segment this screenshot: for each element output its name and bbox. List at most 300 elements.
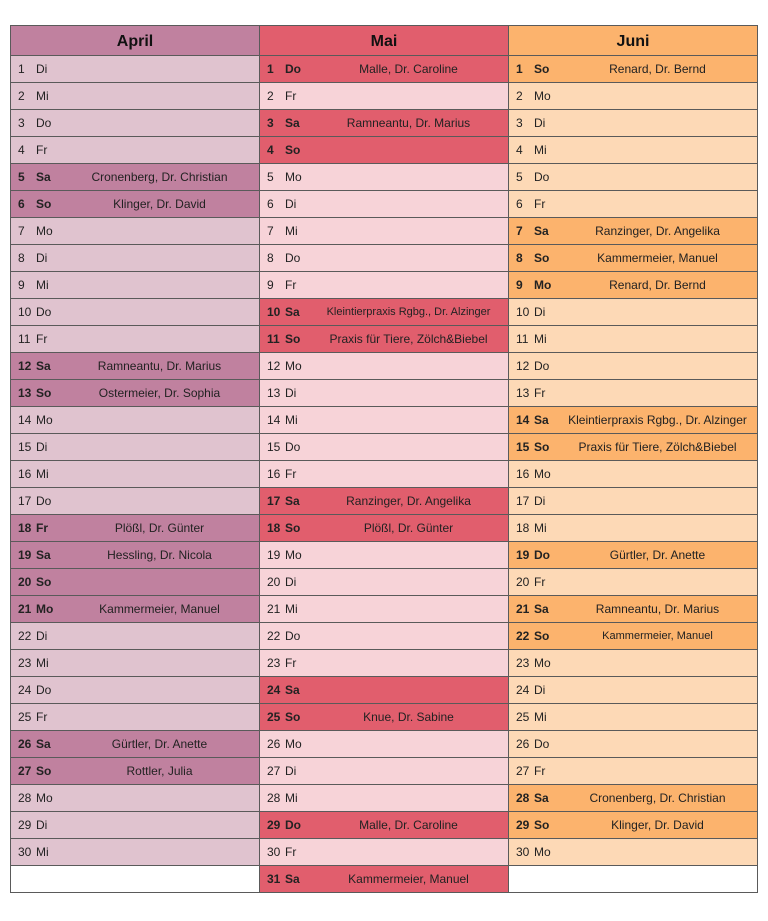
duty-calendar xyxy=(10,25,758,893)
day-number: 30 xyxy=(267,845,281,859)
day-number: 17 xyxy=(18,494,32,508)
day-number: 15 xyxy=(267,440,281,454)
weekday: Mi xyxy=(285,602,298,616)
weekday: Do xyxy=(285,818,301,832)
day-number: 30 xyxy=(18,845,32,859)
day-number: 7 xyxy=(516,224,523,238)
day-row xyxy=(11,407,259,434)
weekday: Sa xyxy=(534,413,549,427)
day-row xyxy=(509,272,757,299)
day-number: 22 xyxy=(516,629,530,643)
day-number: 3 xyxy=(18,116,25,130)
weekday: So xyxy=(36,764,52,778)
weekday: Fr xyxy=(285,845,297,859)
duty-name: Gürtler, Dr. Anette xyxy=(111,737,208,751)
day-row xyxy=(11,110,259,137)
weekday: Do xyxy=(36,116,52,130)
weekday: Mo xyxy=(285,737,302,751)
weekday: Fr xyxy=(534,575,546,589)
day-number: 28 xyxy=(516,791,530,805)
weekday: Do xyxy=(534,548,550,562)
day-row xyxy=(260,56,508,83)
weekday: Mo xyxy=(534,89,551,103)
day-number: 7 xyxy=(18,224,25,238)
day-number: 8 xyxy=(18,251,25,265)
day-number: 14 xyxy=(267,413,281,427)
weekday: Fr xyxy=(534,197,546,211)
day-number: 21 xyxy=(516,602,530,616)
weekday: Sa xyxy=(36,737,51,751)
duty-name: Cronenberg, Dr. Christian xyxy=(589,791,726,805)
day-number: 12 xyxy=(18,359,32,373)
day-number: 23 xyxy=(516,656,530,670)
day-row xyxy=(509,137,757,164)
weekday: Fr xyxy=(36,332,48,346)
weekday: Fr xyxy=(285,89,297,103)
day-number: 27 xyxy=(516,764,530,778)
day-row xyxy=(11,542,259,569)
weekday: Mo xyxy=(534,845,551,859)
weekday: Mi xyxy=(534,521,547,535)
day-row xyxy=(260,245,508,272)
weekday: Mi xyxy=(285,791,298,805)
day-number: 18 xyxy=(516,521,530,535)
day-number: 11 xyxy=(516,332,529,346)
weekday: Di xyxy=(36,818,48,832)
weekday: So xyxy=(36,386,52,400)
weekday: Di xyxy=(534,683,546,697)
day-row xyxy=(509,515,757,542)
day-number: 25 xyxy=(18,710,32,724)
day-number: 2 xyxy=(516,89,523,103)
day-row xyxy=(11,704,259,731)
day-number: 3 xyxy=(267,116,274,130)
duty-name: Cronenberg, Dr. Christian xyxy=(91,170,228,184)
weekday: Mo xyxy=(534,467,551,481)
day-row xyxy=(11,488,259,515)
day-row xyxy=(260,704,508,731)
day-number: 5 xyxy=(516,170,523,184)
day-row xyxy=(260,137,508,164)
day-row xyxy=(11,650,259,677)
day-row xyxy=(509,299,757,326)
day-row xyxy=(509,731,757,758)
day-number: 14 xyxy=(516,413,530,427)
duty-name: Ranzinger, Dr. Angelika xyxy=(346,494,471,508)
day-row xyxy=(260,785,508,812)
duty-name: Kleintierpraxis Rgbg., Dr. Alzinger xyxy=(326,306,491,318)
day-number: 25 xyxy=(267,710,281,724)
day-row xyxy=(260,677,508,704)
day-row xyxy=(509,191,757,218)
weekday: So xyxy=(285,710,301,724)
weekday: Fr xyxy=(36,521,48,535)
day-row xyxy=(260,434,508,461)
day-row xyxy=(260,569,508,596)
weekday: Mi xyxy=(36,467,49,481)
weekday: Sa xyxy=(285,116,300,130)
duty-name: Plößl, Dr. Günter xyxy=(363,521,454,535)
month-header: April xyxy=(11,25,259,56)
day-number: 5 xyxy=(267,170,274,184)
weekday: Di xyxy=(534,494,546,508)
day-number: 2 xyxy=(267,89,274,103)
weekday: Mo xyxy=(36,791,53,805)
weekday: So xyxy=(285,332,301,346)
weekday: Mi xyxy=(285,413,298,427)
day-number: 4 xyxy=(516,143,523,157)
day-row xyxy=(509,56,757,83)
weekday: So xyxy=(36,197,52,211)
day-row xyxy=(260,272,508,299)
month-column-juni xyxy=(509,25,758,893)
day-number: 21 xyxy=(18,602,32,616)
day-row xyxy=(11,164,259,191)
day-row xyxy=(260,326,508,353)
weekday: Fr xyxy=(285,467,297,481)
day-row xyxy=(509,326,757,353)
day-row xyxy=(260,812,508,839)
day-row xyxy=(509,461,757,488)
day-number: 25 xyxy=(516,710,530,724)
weekday: Mi xyxy=(36,89,49,103)
day-row xyxy=(509,218,757,245)
day-row xyxy=(509,407,757,434)
day-number: 29 xyxy=(18,818,32,832)
day-number: 4 xyxy=(18,143,25,157)
day-row xyxy=(260,758,508,785)
day-row xyxy=(509,542,757,569)
day-number: 12 xyxy=(267,359,281,373)
month-header: Mai xyxy=(260,25,508,56)
weekday: Mi xyxy=(36,278,49,292)
weekday: Do xyxy=(285,629,301,643)
day-number: 29 xyxy=(516,818,530,832)
month-column-april xyxy=(11,25,260,893)
weekday: Do xyxy=(36,683,52,697)
day-number: 17 xyxy=(516,494,530,508)
duty-name: Renard, Dr. Bernd xyxy=(609,278,706,292)
day-row xyxy=(11,569,259,596)
weekday: So xyxy=(534,818,550,832)
weekday: Sa xyxy=(534,791,549,805)
day-number: 6 xyxy=(516,197,523,211)
weekday: Do xyxy=(285,440,301,454)
day-number: 26 xyxy=(267,737,281,751)
day-number: 9 xyxy=(18,278,25,292)
day-row xyxy=(260,164,508,191)
weekday: So xyxy=(36,575,52,589)
day-number: 19 xyxy=(18,548,32,562)
day-number: 1 xyxy=(516,62,523,76)
day-row xyxy=(260,299,508,326)
day-number: 8 xyxy=(516,251,523,265)
weekday: Sa xyxy=(285,872,300,886)
day-row xyxy=(509,83,757,110)
day-row xyxy=(11,299,259,326)
duty-name: Klinger, Dr. David xyxy=(611,818,704,832)
weekday: Mo xyxy=(36,413,53,427)
duty-name: Kleintierpraxis Rgbg., Dr. Alzinger xyxy=(568,413,747,427)
day-row xyxy=(260,731,508,758)
day-row xyxy=(509,245,757,272)
duty-name: Ramneantu, Dr. Marius xyxy=(346,116,471,130)
day-row xyxy=(260,515,508,542)
day-row xyxy=(11,218,259,245)
day-number: 16 xyxy=(267,467,281,481)
day-number: 22 xyxy=(18,629,32,643)
day-row xyxy=(11,677,259,704)
day-number: 20 xyxy=(516,575,530,589)
day-number: 20 xyxy=(18,575,32,589)
day-row xyxy=(260,623,508,650)
day-row xyxy=(11,461,259,488)
day-number: 29 xyxy=(267,818,281,832)
day-row xyxy=(509,758,757,785)
weekday: Di xyxy=(285,764,297,778)
day-row xyxy=(11,380,259,407)
duty-name: Klinger, Dr. David xyxy=(113,197,206,211)
day-number: 6 xyxy=(267,197,274,211)
weekday: Do xyxy=(534,359,550,373)
duty-name: Ramneantu, Dr. Marius xyxy=(595,602,720,616)
month-column-mai xyxy=(260,25,509,893)
day-number: 1 xyxy=(18,62,25,76)
weekday: Mo xyxy=(534,278,552,292)
day-row xyxy=(509,596,757,623)
day-row xyxy=(11,758,259,785)
weekday: Do xyxy=(534,737,550,751)
weekday: Do xyxy=(285,251,301,265)
day-number: 20 xyxy=(267,575,281,589)
day-row xyxy=(509,569,757,596)
day-number: 15 xyxy=(516,440,530,454)
weekday: Fr xyxy=(285,278,297,292)
day-number: 7 xyxy=(267,224,274,238)
day-row xyxy=(509,704,757,731)
weekday: Do xyxy=(36,305,52,319)
day-row xyxy=(509,623,757,650)
day-number: 24 xyxy=(516,683,530,697)
day-row xyxy=(11,83,259,110)
day-row xyxy=(509,488,757,515)
weekday: Di xyxy=(36,440,48,454)
weekday: So xyxy=(534,440,550,454)
duty-name: Praxis für Tiere, Zölch&Biebel xyxy=(329,332,488,346)
day-number: 10 xyxy=(267,305,281,319)
weekday: Sa xyxy=(36,548,51,562)
day-row xyxy=(260,461,508,488)
day-row xyxy=(260,380,508,407)
weekday: Di xyxy=(285,575,297,589)
duty-name: Ostermeier, Dr. Sophia xyxy=(98,386,221,400)
day-number: 6 xyxy=(18,197,25,211)
day-row xyxy=(260,542,508,569)
day-row xyxy=(260,191,508,218)
weekday: Mi xyxy=(285,224,298,238)
weekday: Mi xyxy=(36,656,49,670)
weekday: Sa xyxy=(285,494,300,508)
weekday: Di xyxy=(36,251,48,265)
day-row xyxy=(11,245,259,272)
day-row xyxy=(11,353,259,380)
weekday: Fr xyxy=(534,764,546,778)
day-number: 27 xyxy=(18,764,32,778)
day-number: 18 xyxy=(267,521,281,535)
weekday: Do xyxy=(534,170,550,184)
day-row xyxy=(509,434,757,461)
day-number: 21 xyxy=(267,602,281,616)
day-number: 23 xyxy=(267,656,281,670)
day-number: 13 xyxy=(267,386,281,400)
day-row xyxy=(509,839,757,866)
day-row xyxy=(509,380,757,407)
day-row xyxy=(509,353,757,380)
day-row xyxy=(11,839,259,866)
day-number: 10 xyxy=(18,305,32,319)
weekday: Di xyxy=(534,116,546,130)
duty-name: Ramneantu, Dr. Marius xyxy=(97,359,222,373)
day-row xyxy=(11,272,259,299)
day-row xyxy=(509,110,757,137)
day-row xyxy=(509,785,757,812)
weekday: So xyxy=(534,629,550,643)
day-number: 19 xyxy=(516,548,530,562)
day-number: 18 xyxy=(18,521,32,535)
day-row xyxy=(11,434,259,461)
day-number: 14 xyxy=(18,413,32,427)
duty-name: Hessling, Dr. Nicola xyxy=(107,548,212,562)
day-number: 16 xyxy=(516,467,530,481)
day-number: 19 xyxy=(267,548,281,562)
day-row xyxy=(260,83,508,110)
weekday: Sa xyxy=(36,170,51,184)
day-number: 12 xyxy=(516,359,530,373)
weekday: Sa xyxy=(36,359,51,373)
day-number: 1 xyxy=(267,62,274,76)
weekday: Mo xyxy=(285,548,302,562)
day-number: 31 xyxy=(267,872,281,886)
weekday: Do xyxy=(285,62,301,76)
weekday: So xyxy=(285,143,301,157)
day-row xyxy=(11,56,259,83)
weekday: So xyxy=(534,62,550,76)
day-number: 17 xyxy=(267,494,281,508)
day-row xyxy=(11,596,259,623)
weekday: Mo xyxy=(36,602,54,616)
weekday: Fr xyxy=(36,710,48,724)
day-number: 4 xyxy=(267,143,274,157)
duty-name: Rottler, Julia xyxy=(126,764,193,778)
day-row xyxy=(11,191,259,218)
day-number: 22 xyxy=(267,629,281,643)
day-number: 3 xyxy=(516,116,523,130)
weekday: So xyxy=(285,521,301,535)
day-row xyxy=(260,650,508,677)
weekday: Di xyxy=(534,305,546,319)
day-row xyxy=(11,623,259,650)
day-row xyxy=(260,353,508,380)
day-row xyxy=(11,515,259,542)
weekday: So xyxy=(534,251,550,265)
day-number: 5 xyxy=(18,170,25,184)
weekday: Sa xyxy=(285,305,300,319)
month-header: Juni xyxy=(509,25,757,56)
duty-name: Knue, Dr. Sabine xyxy=(363,710,454,724)
day-number: 8 xyxy=(267,251,274,265)
day-number: 26 xyxy=(516,737,530,751)
day-row xyxy=(11,785,259,812)
weekday: Mi xyxy=(534,710,547,724)
day-row xyxy=(509,812,757,839)
day-number: 27 xyxy=(267,764,281,778)
day-row xyxy=(509,650,757,677)
day-row xyxy=(260,488,508,515)
duty-name: Gürtler, Dr. Anette xyxy=(609,548,706,562)
weekday: Mo xyxy=(534,656,551,670)
duty-name: Kammermeier, Manuel xyxy=(99,602,220,616)
day-number: 9 xyxy=(267,278,274,292)
weekday: Sa xyxy=(534,602,549,616)
day-number: 10 xyxy=(516,305,530,319)
day-row xyxy=(11,137,259,164)
day-number: 2 xyxy=(18,89,25,103)
weekday: Mi xyxy=(534,332,547,346)
empty-row xyxy=(509,866,757,893)
day-number: 13 xyxy=(516,386,530,400)
weekday: Fr xyxy=(285,656,297,670)
day-row xyxy=(260,596,508,623)
weekday: Fr xyxy=(534,386,546,400)
weekday: Di xyxy=(285,197,297,211)
weekday: Mo xyxy=(36,224,53,238)
weekday: Fr xyxy=(36,143,48,157)
day-row xyxy=(11,812,259,839)
day-row xyxy=(260,866,508,893)
day-number: 28 xyxy=(18,791,32,805)
day-number: 24 xyxy=(267,683,281,697)
weekday: Di xyxy=(285,386,297,400)
day-row xyxy=(260,110,508,137)
weekday: Mo xyxy=(285,359,302,373)
weekday: Mi xyxy=(534,143,547,157)
day-row xyxy=(509,164,757,191)
duty-name: Renard, Dr. Bernd xyxy=(609,62,706,76)
empty-row xyxy=(11,866,259,893)
duty-name: Kammermeier, Manuel xyxy=(348,872,469,886)
day-row xyxy=(11,731,259,758)
duty-name: Praxis für Tiere, Zölch&Biebel xyxy=(578,440,737,454)
day-number: 15 xyxy=(18,440,32,454)
duty-name: Malle, Dr. Caroline xyxy=(359,818,458,832)
weekday: Mi xyxy=(36,845,49,859)
day-row xyxy=(11,326,259,353)
weekday: Sa xyxy=(534,224,549,238)
day-row xyxy=(260,218,508,245)
day-number: 13 xyxy=(18,386,32,400)
day-number: 11 xyxy=(18,332,31,346)
duty-name: Kammermeier, Manuel xyxy=(602,630,713,642)
day-number: 28 xyxy=(267,791,281,805)
duty-name: Plößl, Dr. Günter xyxy=(114,521,205,535)
day-row xyxy=(260,407,508,434)
day-row xyxy=(509,677,757,704)
day-number: 26 xyxy=(18,737,32,751)
weekday: Di xyxy=(36,62,48,76)
day-row xyxy=(260,839,508,866)
weekday: Do xyxy=(36,494,52,508)
weekday: Mo xyxy=(285,170,302,184)
